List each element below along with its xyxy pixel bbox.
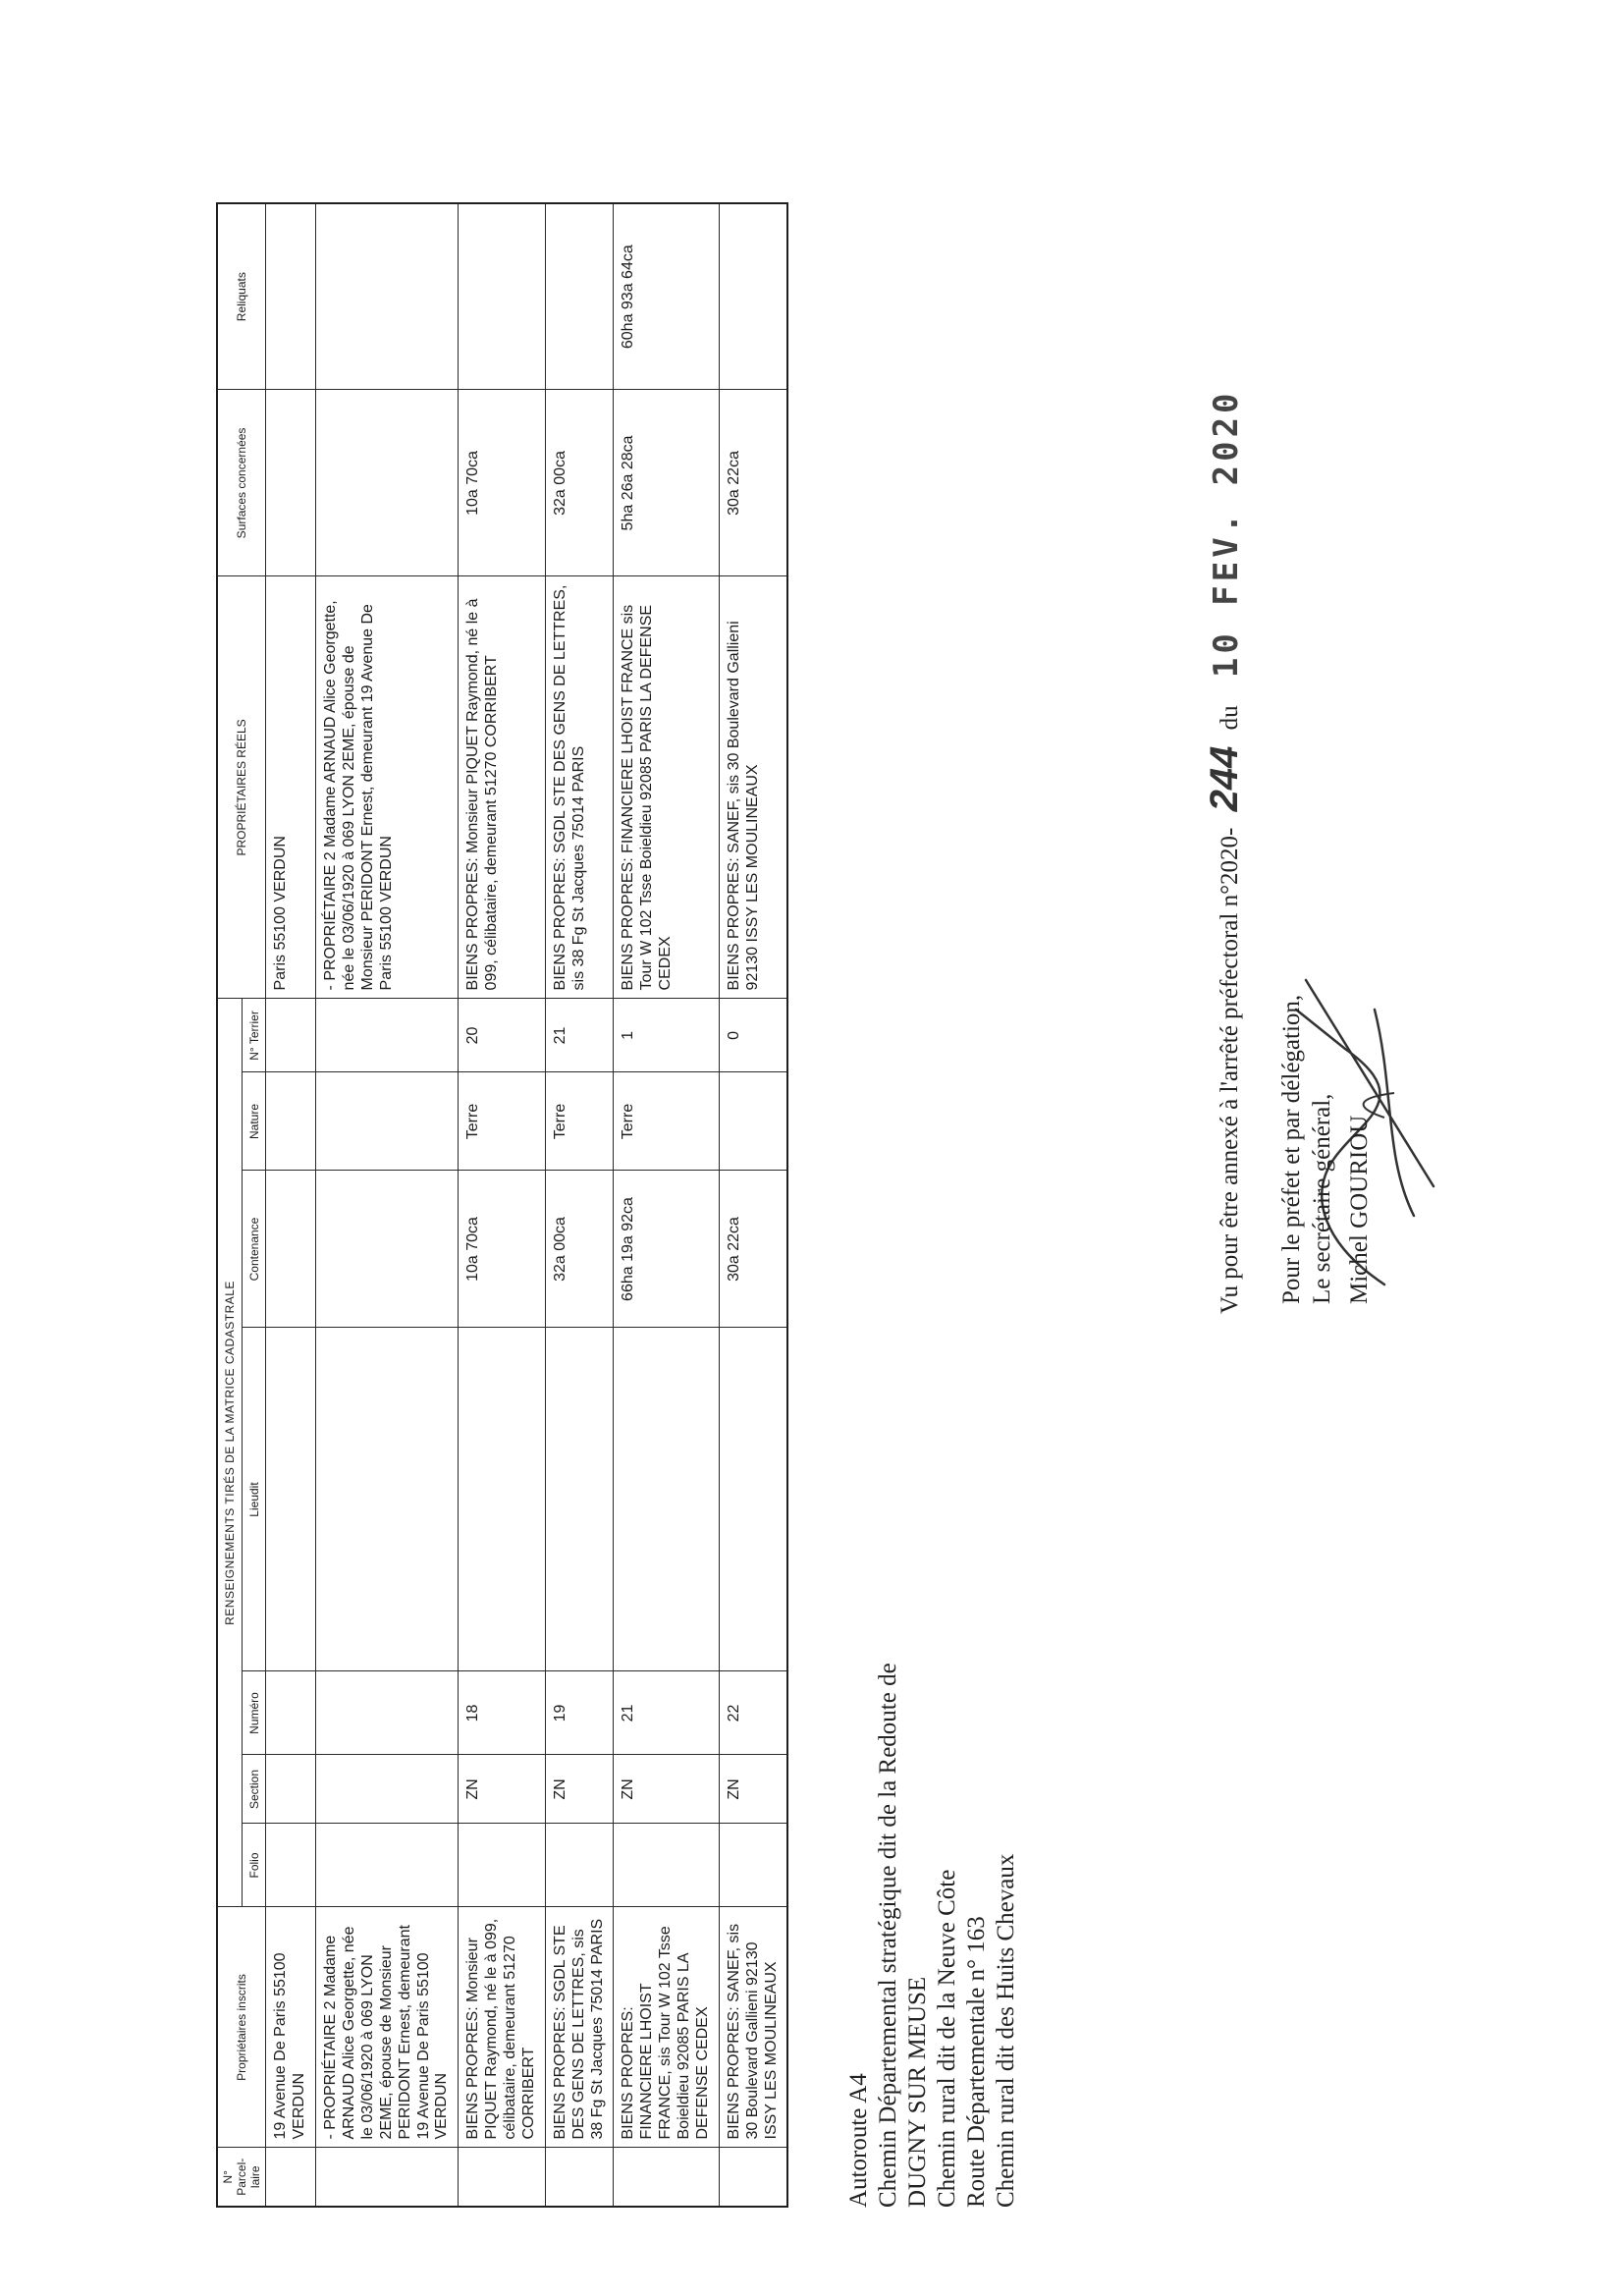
road-line: Chemin rural dit de la Neuve Côte <box>934 1869 960 2208</box>
cell-surface: 10a 70ca <box>459 390 546 576</box>
cell-reels: BIENS PROPRES: SANEF, sis 30 Boulevard Gallieni 92130 ISSY LES MOULINEAUX <box>719 576 787 999</box>
header-folio: Folio <box>242 1824 266 1907</box>
cell-reliquat: 60ha 93a 64ca <box>614 203 719 390</box>
cell-reliquat <box>545 203 614 390</box>
cell-terrier: 20 <box>459 999 546 1072</box>
header-matrice-group: RENSEIGNEMENTS TIRÉS DE LA MATRICE CADASTRALE <box>217 999 242 1907</box>
signatory-line: Le secrétaire général, <box>1309 1093 1336 1304</box>
cell-surface: 5ha 26a 28ca <box>614 390 719 576</box>
cell-nature: Terre <box>459 1072 546 1171</box>
table-row <box>316 203 459 2207</box>
cell-inscrits: BIENS PROPRES: SANEF, sis 30 Boulevard Gallieni 92130 ISSY LES MOULINEAUX <box>719 1907 787 2148</box>
signatory-line: Pour le préfet et par délégation, <box>1278 994 1305 1304</box>
cell-contenance: 66ha 19a 92ca <box>614 1171 719 1328</box>
cell-inscrits: BIENS PROPRES: FINANCIERE LHOIST FRANCE, sis Tour W 102 Tsse Boieldieu 92085 PARIS LA DEFENSE CEDEX <box>614 1907 719 2148</box>
cell-reels: Paris 55100 VERDUN <box>266 576 316 999</box>
cell-numero <box>266 1671 316 1755</box>
cell-folio <box>459 1824 546 1907</box>
cell-lieudit <box>545 1328 614 1671</box>
cell-contenance <box>266 1171 316 1328</box>
decree-number-handwritten: 244 <box>1203 745 1246 812</box>
cell-lieudit <box>719 1328 787 1671</box>
cell-parcel <box>316 2148 459 2207</box>
cell-folio <box>545 1824 614 1907</box>
cell-terrier <box>316 999 459 1072</box>
cell-section <box>266 1755 316 1824</box>
cell-surface <box>266 390 316 576</box>
header-no-terrier: N° Terrier <box>242 999 266 1072</box>
cell-reliquat <box>266 203 316 390</box>
cell-terrier: 21 <box>545 999 614 1072</box>
cell-parcel <box>614 2148 719 2207</box>
cell-nature: Terre <box>545 1072 614 1171</box>
road-line: Route Départementale n° 163 <box>963 1916 990 2208</box>
header-contenance: Contenance <box>242 1171 266 1328</box>
cell-lieudit <box>266 1328 316 1671</box>
annex-text: Vu pour être annexé à l'arrêté préfectoral n°2020- <box>1217 827 1243 1314</box>
header-nature: Nature <box>242 1072 266 1171</box>
cell-contenance: 30a 22ca <box>719 1171 787 1328</box>
header-numero: Numéro <box>242 1671 266 1755</box>
table-row <box>266 203 316 2207</box>
header-proprietaires-reels: PROPRIÉTAIRES RÉELS <box>217 576 266 999</box>
cell-contenance <box>316 1171 459 1328</box>
cell-surface: 30a 22ca <box>719 390 787 576</box>
cell-terrier <box>266 999 316 1072</box>
signatory-block <box>1276 617 1375 1304</box>
cell-inscrits: - PROPRIÉTAIRE 2 Madame ARNAUD Alice Georgette, née le 03/06/1920 à 069 LYON 2EME, épouse de Monsieur PERIDONT Ernest, demeurant 19 Avenue De Paris 55100 VERDUN <box>316 1907 459 2148</box>
cell-reels: BIENS PROPRES: FINANCIERE LHOIST FRANCE sis Tour W 102 Tsse Boieldieu 92085 PARIS LA DEFENSE CEDEX <box>614 576 719 999</box>
cell-contenance: 10a 70ca <box>459 1171 546 1328</box>
table-row <box>459 203 546 2207</box>
signatory-name: Michel GOURIOU <box>1345 1115 1373 1304</box>
table-body <box>266 203 788 2207</box>
header-reliquats: Reliquats <box>217 203 266 390</box>
cell-parcel <box>545 2148 614 2207</box>
road-line: Autoroute A4 <box>845 2073 872 2208</box>
cell-parcel <box>719 2148 787 2207</box>
header-section: Section <box>242 1755 266 1824</box>
cell-folio <box>614 1824 719 1907</box>
cell-section: ZN <box>614 1755 719 1824</box>
cell-reliquat <box>719 203 787 390</box>
cell-section: ZN <box>719 1755 787 1824</box>
road-line: Chemin Départemental stratégique dit de la Redoute de <box>875 1663 901 2208</box>
cell-reels: - PROPRIÉTAIRE 2 Madame ARNAUD Alice Georgette, née le 03/06/1920 à 069 LYON 2EME, épouse de Monsieur PERIDONT Ernest, demeurant 19 Avenue De Paris 55100 VERDUN <box>316 576 459 999</box>
cell-numero <box>316 1671 459 1755</box>
cell-inscrits: BIENS PROPRES: Monsieur PIQUET Raymond, né le à 099, célibataire, demeurant 51270 CORRIBERT <box>459 1907 546 2148</box>
cell-terrier: 1 <box>614 999 719 1072</box>
cell-numero: 22 <box>719 1671 787 1755</box>
cell-inscrits: BIENS PROPRES: SGDL STE DES GENS DE LETTRES, sis 38 Fg St Jacques 75014 PARIS <box>545 1907 614 2148</box>
cell-surface: 32a 00ca <box>545 390 614 576</box>
cell-surface <box>316 390 459 576</box>
cell-nature: Terre <box>614 1072 719 1171</box>
table-row <box>545 203 614 2207</box>
cell-lieudit <box>614 1328 719 1671</box>
table-row <box>614 203 719 2207</box>
cell-lieudit <box>316 1328 459 1671</box>
cell-reels: BIENS PROPRES: SGDL STE DES GENS DE LETTRES, sis 38 Fg St Jacques 75014 PARIS <box>545 576 614 999</box>
cell-reliquat <box>459 203 546 390</box>
cell-nature <box>316 1072 459 1171</box>
cell-nature <box>266 1072 316 1171</box>
cell-numero: 18 <box>459 1671 546 1755</box>
cell-inscrits: 19 Avenue De Paris 55100 VERDUN <box>266 1907 316 2148</box>
cell-reels: BIENS PROPRES: Monsieur PIQUET Raymond, né le à 099, célibataire, demeurant 51270 CORRIBERT <box>459 576 546 999</box>
road-line: DUGNY SUR MEUSE <box>904 1976 931 2208</box>
cell-parcel <box>459 2148 546 2207</box>
road-line: Chemin rural dit des Huits Chevaux <box>993 1853 1019 2208</box>
cell-reliquat <box>316 203 459 390</box>
cell-contenance: 32a 00ca <box>545 1171 614 1328</box>
cell-lieudit <box>459 1328 546 1671</box>
cell-nature <box>719 1072 787 1171</box>
cell-folio <box>316 1824 459 1907</box>
annex-statement <box>1203 96 1247 1314</box>
header-proprietaires-inscrits: Propriétaires inscrits <box>217 1907 266 2148</box>
cell-terrier: 0 <box>719 999 787 1072</box>
cell-folio <box>719 1824 787 1907</box>
cell-numero: 21 <box>614 1671 719 1755</box>
header-lieudit: Lieudit <box>242 1328 266 1671</box>
cadastral-table <box>216 202 788 2208</box>
header-parcel-no: N° Parcel-laire <box>217 2148 266 2207</box>
cell-numero: 19 <box>545 1671 614 1755</box>
cell-parcel <box>266 2148 316 2207</box>
cell-section: ZN <box>459 1755 546 1824</box>
table-row <box>719 203 787 2207</box>
header-surfaces: Surfaces concernées <box>217 390 266 576</box>
cell-section <box>316 1755 459 1824</box>
cell-section: ZN <box>545 1755 614 1824</box>
road-list <box>844 1226 1021 2208</box>
cell-folio <box>266 1824 316 1907</box>
annex-du: du <box>1217 705 1243 731</box>
date-stamp: 10 FEV. 2020 <box>1207 389 1246 679</box>
